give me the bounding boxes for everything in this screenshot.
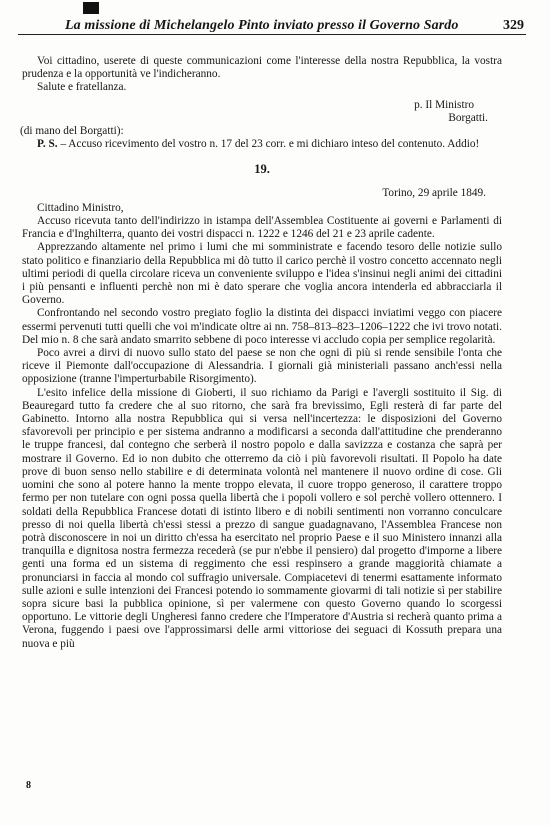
page-number: 329: [503, 18, 524, 33]
page-body: [22, 55, 502, 651]
ps-label: P. S.: [37, 138, 58, 151]
dateline: Torino, 29 aprile 1849.: [382, 186, 486, 199]
greeting: Salute e fratellanza.: [37, 81, 127, 94]
running-header: [18, 14, 526, 35]
salutation: Cittadino Ministro,: [37, 201, 124, 214]
paragraph-2: Apprezzando altamente nel primo i lumi che mi somministrate e facendo tesoro delle notizie sullo stato politico e finanziario della Repubblica mi dò tutto il carico perchè il vostro concetto accennato negli ultimi periodi di quella circolare riceva un conveniente sviluppo e l'idea s'insinui negli animi dei cittadini i più pensanti e influenti perchè non mi è dato sperare che voglia ancora intenderla ed abbracciarla il Governo.: [22, 241, 502, 307]
postscript: [22, 138, 502, 151]
running-title: La missione di Michelangelo Pinto inviato presso il Governo Sardo: [65, 18, 459, 33]
header-ink-mark: [83, 2, 99, 14]
paragraph-5: L'esito infelice della missione di Gioberti, il suo richiamo da Parigi e l'avergli sostituito il Sig. di Beauregard tutto fa credere che al suo ritorno, che sarà fra brevissimo, Egli resterà di far parte del Gabinetto. Intorno alla nostra Repubblica qui si versa nell'incertezza: le disposizioni del Governo sfavorevoli per principio e per sistema andranno a modificarsi a seconda dall'attitudine che prenderanno le truppe francesi, dal contegno che serberà il nostro popolo e dalla savizzza e costanza che saprà per mostrare il Governo. Ed io non dubito che otterremo da ciò i più favorevoli risultati. Il Popolo ha date prove di buon senso nello stabilire e di determinata volontà nel mantenere il nuovo ordine di cose. Gli uomini che sono al potere hanno la mente troppo elevata, il cuore troppo generoso, il carattere troppo fermo per non tutelare con ogni possa quella libertà che i popoli vollero e sol perchè vollero ottennero. I soldati della Repubblica Francese dotati di istinto libero e di nobili sentimenti non vorranno conculcare presso di noi quella libertà ch'essi stessi a prezzo di sangue guadagnavano, l'Assemblea Francese non potrà disconoscere in noi un diritto ch'essa ha esercitato nel proprio Paese e il suo Ministero innanzi alla tranquilla e dignitosa nostra fermezza recederà (se pur n'ebbe il pensiero) dal progetto d'imporne a libere genti una forma ed un sistema di reggimento che essi respinsero a grande maggiorità chiamate a pronunciarsi in faccia al mondo col suffragio universale. Compiacetevi di tenermi esattamente informato sulle azioni e sulle intenzioni dei Francesi potendo io sommamente giovarmi di tali notizie sì per stabilire sopra sicure basi la pubblica opinione, sì per valermene con questo Governo quando lo scorgessi opportuno. Le vittorie degli Ungheresi fanno credere che l'Imperatore d'Austria si recherà quanto prima a Verona, fuggendo i paesi ove l'approssimarsi delle armi vittoriose dei seguaci di Kossuth prepara una nuova e più: [22, 386, 502, 650]
closing-paragraph: Voi cittadino, userete di queste communicazioni come l'interesse della nostra Repubblica, la vostra prudenza e la opportunità ve l'indicheranno.: [22, 55, 502, 81]
paragraph-3: Confrontando nel secondo vostro pregiato foglio la distinta dei dispacci inviatimi veggo con piacere essermi pervenuti tutti quelli che voi m'indicate oltre ai nn. 758–813–823–1206–1222 che ivi trovo notati. Del mio n. 8 che sarà andato smarrito sebbene di poco interesse vi accludo copia per semplice regolarità.: [22, 307, 502, 346]
hand-note: (di mano del Borgatti):: [20, 125, 124, 138]
document-number: 19.: [254, 162, 270, 177]
signature-line-2: Borgatti.: [448, 111, 488, 124]
footer-signature: 8: [26, 780, 31, 791]
paragraph-4: Poco avrei a dirvi di nuovo sullo stato del paese se non che ogni dì più si rende sensibile l'onta che riceve il Piemonte dall'occupazione di Alessandria. I giornali già ministeriali passano anch'essi nella opposizione (tranne l'imperturbabile Risorgimento).: [22, 347, 502, 386]
ps-text: – Accuso ricevimento del vostro n. 17 del 23 corr. e mi dichiaro inteso del contenuto. Addio!: [57, 138, 480, 151]
paragraph-1: Accuso ricevuta tanto dell'indirizzo in istampa dell'Assemblea Costituente ai governi e Parlamenti di Francia e d'Inghilterra, quanto dei vostri dispacci n. 1222 e 1246 del 21 e 23 aprile cadente.: [22, 215, 502, 241]
signature-line-1: p. Il Ministro: [414, 98, 474, 111]
